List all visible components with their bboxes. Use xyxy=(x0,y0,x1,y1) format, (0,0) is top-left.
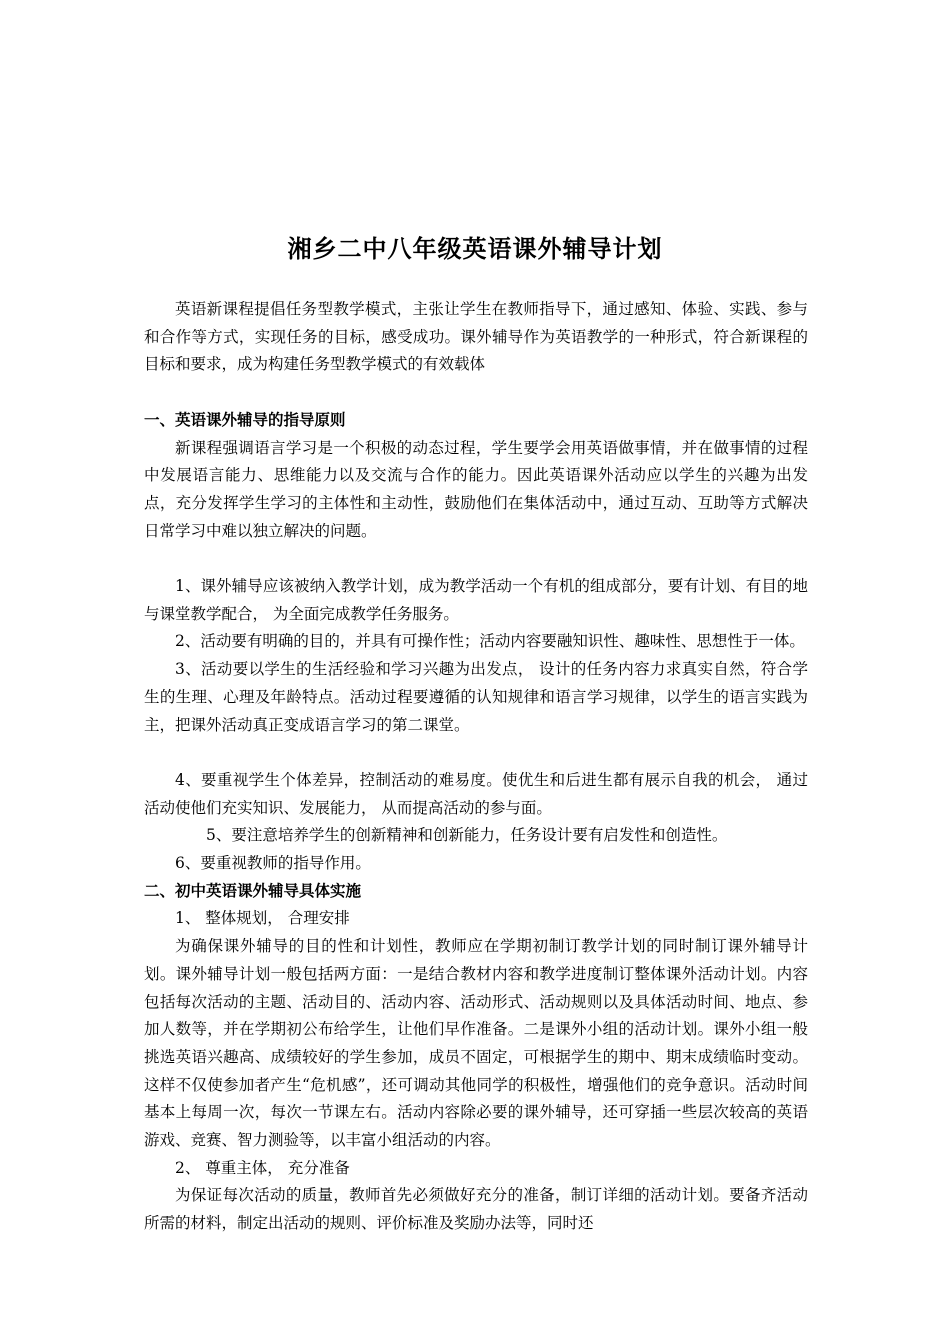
principle-item-4: 4、要重视学生个体差异，控制活动的难易度。使优生和后进生都有展示自我的机会， 通过活动使他们充实知识、发展能力， 从而提高活动的参与面。 xyxy=(144,770,808,817)
document-title: 湘乡二中八年级英语课外辅导计划 xyxy=(287,235,663,263)
principle-item-2: 2、活动要有明确的目的，并具有可操作性；活动内容要融知识性、趣味性、思想性于一体。 xyxy=(175,632,805,651)
spacer xyxy=(144,545,808,573)
principle-item-5: 5、要注意培养学生的创新精神和创新能力，任务设计要有启发性和创造性。 xyxy=(206,826,728,845)
spacer xyxy=(144,739,808,767)
principle-item-3: 3、活动要以学生的生活经验和学习兴趣为出发点， 设计的任务内容力求真实自然，符合学生的生理、心理及年龄特点。活动过程要遵循的认知规律和语言学习规律，以学生的语言实践为主，把课外活动真正变成语言学习的第二课堂。 xyxy=(144,660,808,734)
section-2-paragraph-2: 为保证每次活动的质量，教师首先必须做好充分的准备，制订详细的活动计划。要备齐活动所需的材料，制定出活动的规则、评价标准及奖励办法等，同时还 xyxy=(144,1186,808,1233)
section-1-heading: 一、英语课外辅导的指导原则 xyxy=(144,410,346,429)
principle-item-6: 6、要重视教师的指导作用。 xyxy=(175,854,371,873)
principle-item-1: 1、课外辅导应该被纳入教学计划，成为教学活动一个有机的组成部分，要有计划、有目的地与课堂教学配合， 为全面完成教学任务服务。 xyxy=(144,577,808,623)
section-2-paragraph-1: 为确保课外辅导的目的性和计划性，教师应在学期初制订教学计划的同时制订课外辅导计划。课外辅导计划一般包括两方面：一是结合教材内容和教学进度制订整体课外活动计划。内容包括每次活动的主题、活动目的、活动内容、活动形式、活动规则以及具体活动时间、地点、参加人数等，并在学期初公布给学生，让他们早作准备。二是课外小组的活动计划。课外小组一般挑选英语兴趣高、成绩较好的学生参加，成员不固定，可根据学生的期中、期末成绩临时变动。这样不仅使参加者产生“危机感”，还可调动其他同学的积极性，增强他们的竞争意识。活动时间基本上每周一次，每次一节课左右。活动内容除必要的课外辅导，还可穿插一些层次较高的英语游戏、竞赛、智力测验等，以丰富小组活动的内容。 xyxy=(144,937,808,1150)
section-2-subheading-1: 1、 整体规划， 合理安排 xyxy=(175,909,350,928)
spacer xyxy=(144,379,808,407)
intro-paragraph: 英语新课程提倡任务型教学模式，主张让学生在教师指导下，通过感知、体验、实践、参与和合作等方式，实现任务的目标，感受成功。课外辅导作为英语教学的一种形式，符合新课程的目标和要求，成为构建任务型教学模式的有效载体 xyxy=(144,300,808,374)
document-body xyxy=(144,296,808,1238)
section-2-heading: 二、初中英语课外辅导具体实施 xyxy=(144,881,362,900)
section-2-subheading-2: 2、 尊重主体， 充分准备 xyxy=(175,1158,350,1177)
section-1-paragraph: 新课程强调语言学习是一个积极的动态过程，学生要学会用英语做事情，并在做事情的过程中发展语言能力、思维能力以及交流与合作的能力。因此英语课外活动应以学生的兴趣为出发点，充分发挥学生学习的主体性和主动性，鼓励他们在集体活动中，通过互动、互助等方式解决日常学习中难以独立解决的问题。 xyxy=(144,438,808,540)
